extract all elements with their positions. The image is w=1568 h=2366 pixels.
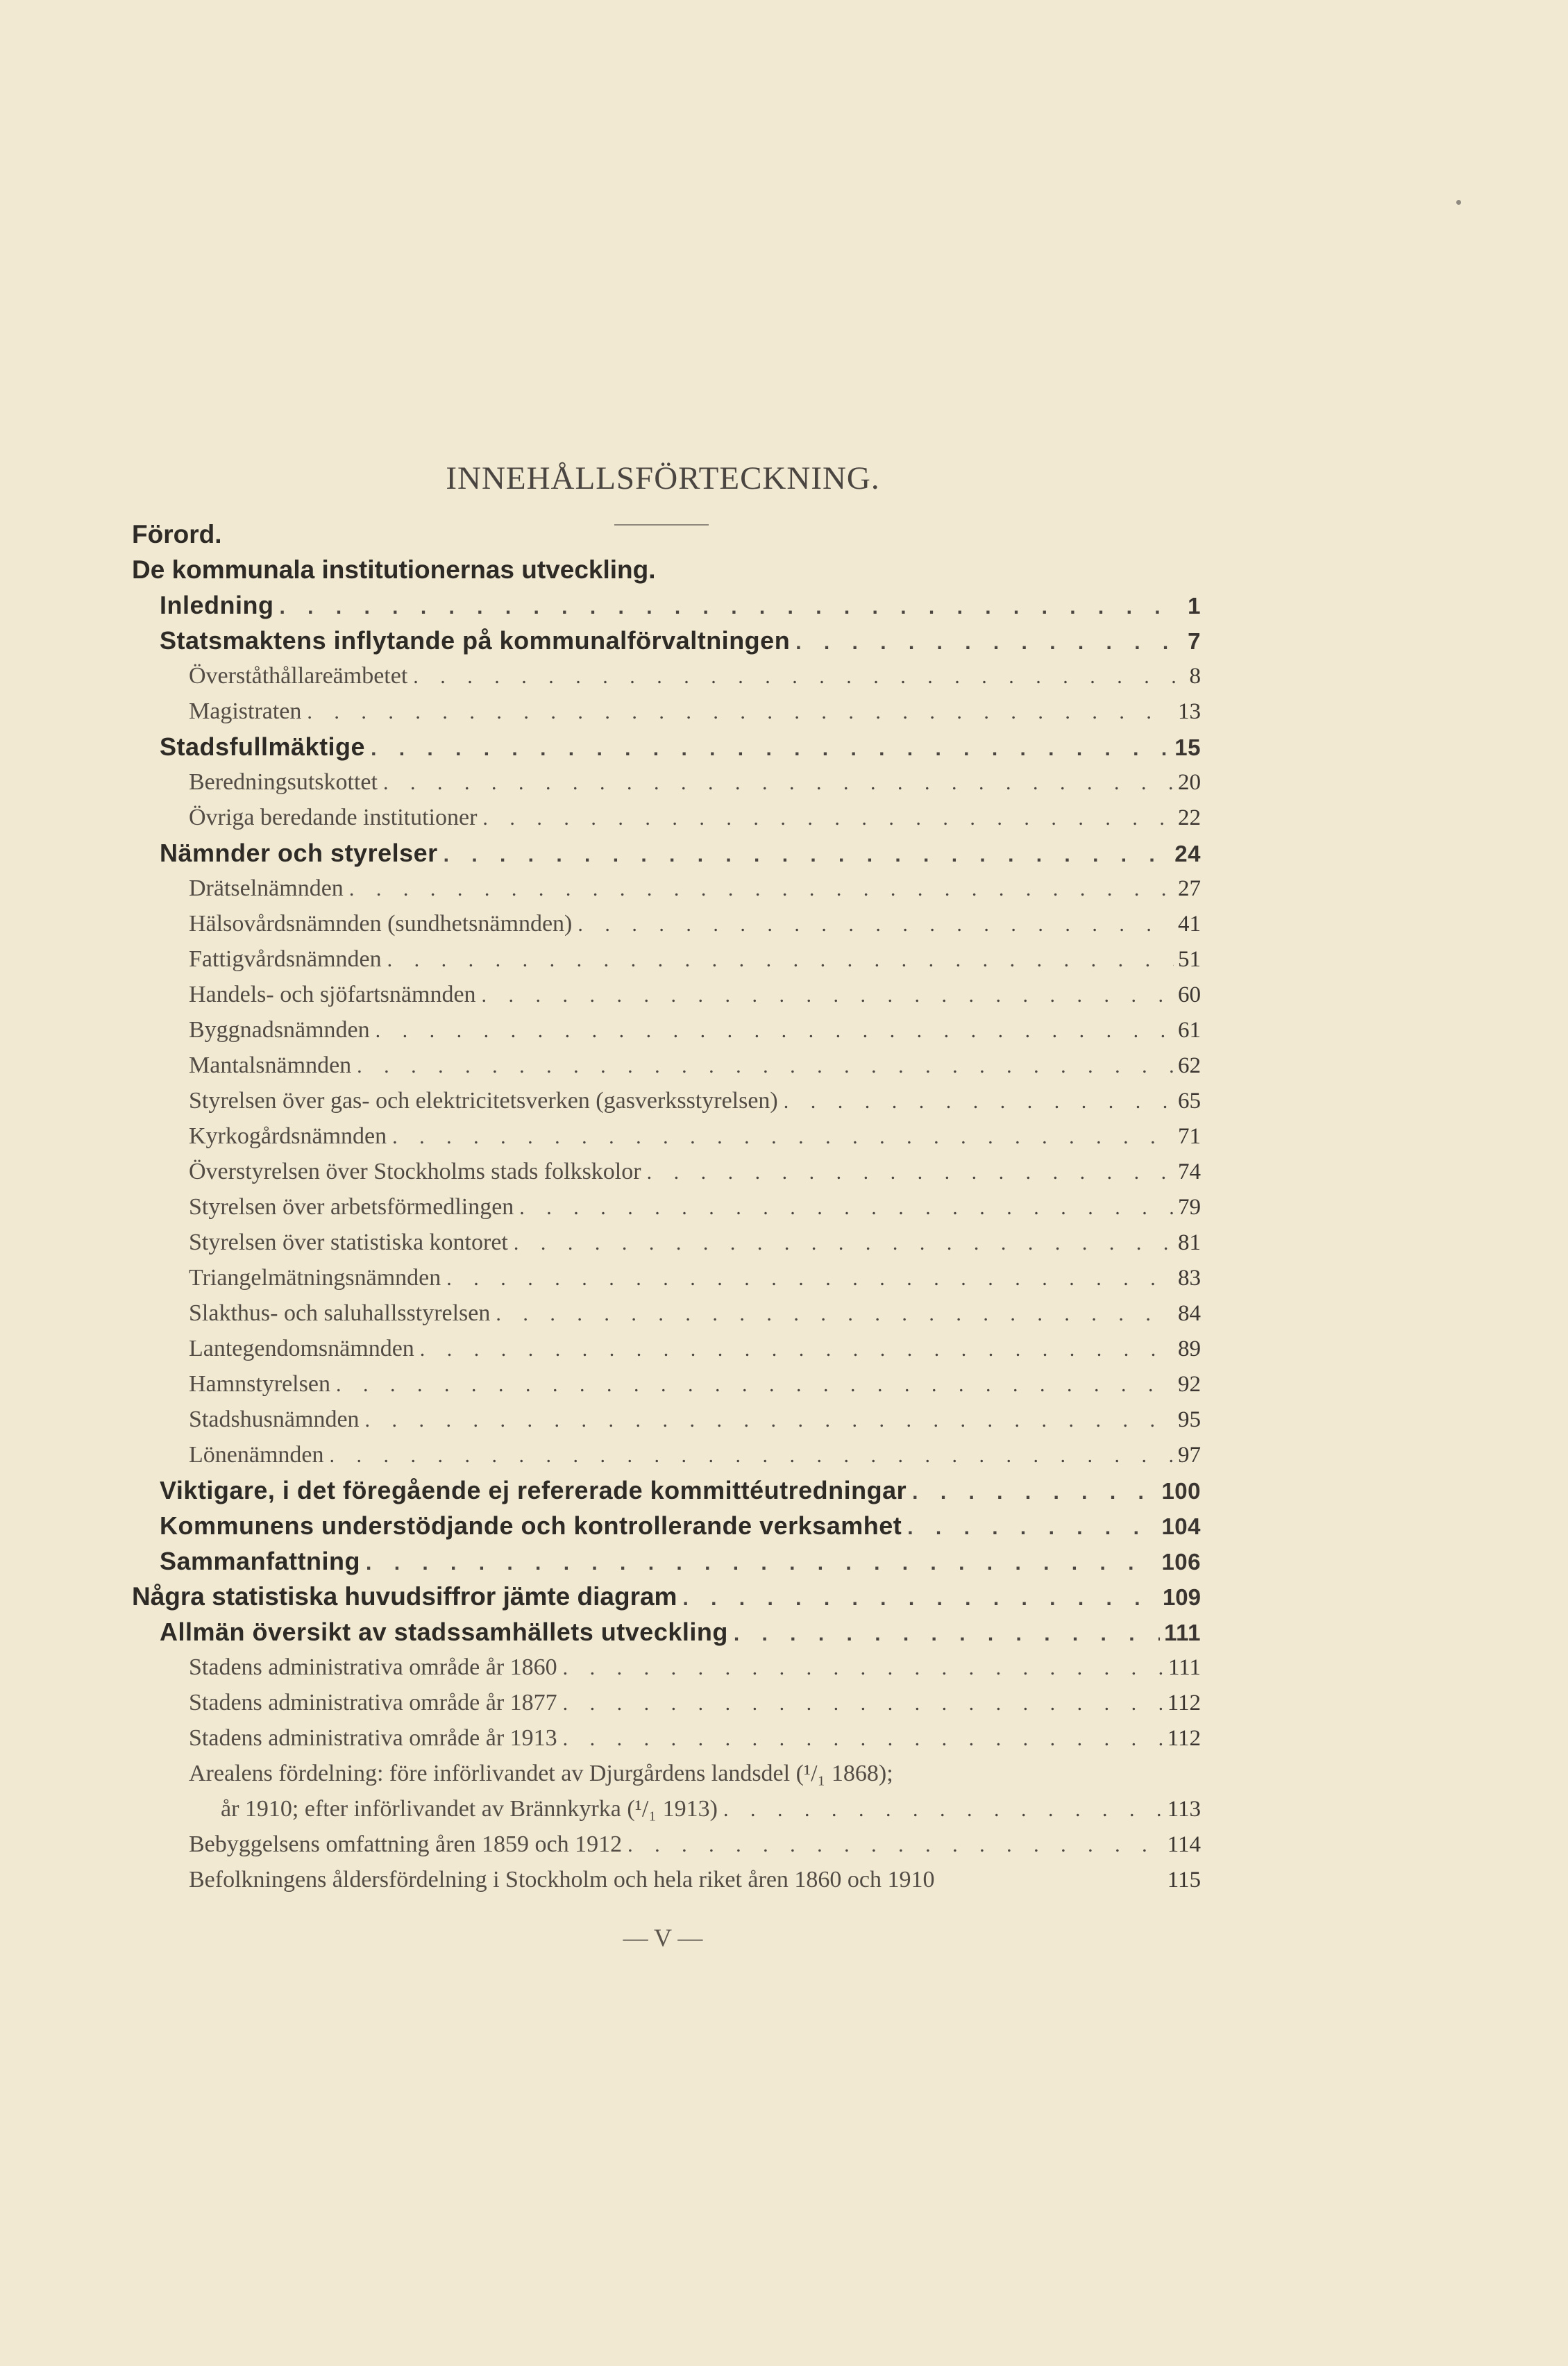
dot-leader bbox=[365, 731, 1170, 764]
toc-entry-title: Några statistiska huvudsiffror jämte diagram bbox=[132, 1582, 677, 1611]
toc-entry bbox=[132, 977, 1201, 1012]
toc-entry-title: Arealens fördelning: före införlivandet av Djurgårdens landsdel (¹/₁ 1868); bbox=[189, 1761, 893, 1786]
toc-entry bbox=[132, 1720, 1201, 1756]
dot-leader bbox=[438, 837, 1171, 871]
toc-entry-page: 74 bbox=[1178, 1159, 1201, 1184]
toc-entry-title: Byggnadsnämnden bbox=[189, 1017, 370, 1043]
toc-entry-title: Magistraten bbox=[189, 698, 302, 724]
toc-entry-title: Stadshusnämnden bbox=[189, 1407, 360, 1432]
toc-entry-page: 27 bbox=[1178, 876, 1201, 901]
toc-entry-page: 95 bbox=[1178, 1407, 1201, 1432]
dot-leader bbox=[330, 1367, 1174, 1402]
toc-entry-page: 112 bbox=[1167, 1690, 1201, 1715]
toc-entry bbox=[132, 1791, 1201, 1827]
dot-leader bbox=[477, 800, 1174, 835]
toc-entry-title: Stadens administrativa område år 1877 bbox=[189, 1690, 557, 1715]
toc-entry-page: 51 bbox=[1178, 947, 1201, 972]
toc-entry bbox=[132, 658, 1201, 694]
dot-leader bbox=[387, 1119, 1174, 1154]
toc-entry-title: Mantalsnämnden bbox=[189, 1052, 352, 1078]
toc-entry-title: Nämnder och styrelser bbox=[160, 839, 438, 867]
toc-entry-title: Viktigare, i det föregående ej refererade kommittéutredningar bbox=[160, 1476, 907, 1504]
toc-entry-title: Övriga beredande institutioner bbox=[189, 805, 478, 830]
toc-entry-page: 92 bbox=[1178, 1372, 1201, 1397]
toc-entry-title: De kommunala institutionernas utveckling. bbox=[132, 555, 656, 584]
toc-entry bbox=[132, 1083, 1201, 1118]
toc-entry-title: Slakthus- och saluhallsstyrelsen bbox=[189, 1300, 491, 1326]
toc-entry-page: 20 bbox=[1178, 770, 1201, 795]
toc-entry-title: Fattigvårdsnämnden bbox=[189, 946, 382, 972]
toc-entry-title: Drätselnämnden bbox=[189, 875, 344, 901]
toc-entry-page: 22 bbox=[1178, 805, 1201, 830]
toc-entry-page: 97 bbox=[1178, 1443, 1201, 1468]
toc-entry bbox=[132, 871, 1201, 906]
toc-entry bbox=[132, 1827, 1201, 1862]
dot-leader bbox=[902, 1510, 1157, 1543]
toc-entry bbox=[132, 552, 1201, 587]
toc-entry-page: 13 bbox=[1178, 699, 1201, 724]
dot-leader bbox=[557, 1721, 1163, 1756]
toc-entry-page: 115 bbox=[1167, 1868, 1201, 1893]
toc-entry-page: 79 bbox=[1178, 1195, 1201, 1220]
toc-entry bbox=[132, 1650, 1201, 1685]
dot-leader bbox=[514, 1190, 1174, 1225]
dot-leader bbox=[778, 1084, 1174, 1118]
dot-leader bbox=[351, 1048, 1174, 1083]
toc-entry-page: 81 bbox=[1178, 1230, 1201, 1255]
toc-entry bbox=[132, 1543, 1201, 1579]
dot-leader bbox=[407, 659, 1180, 694]
toc-entry-page: 112 bbox=[1167, 1726, 1201, 1751]
toc-entry bbox=[132, 1437, 1201, 1473]
dot-leader bbox=[344, 871, 1174, 906]
toc-entry bbox=[132, 729, 1201, 764]
toc-entry bbox=[132, 517, 1201, 552]
toc-entry-page: 71 bbox=[1178, 1124, 1201, 1149]
toc-entry bbox=[132, 1189, 1201, 1225]
toc-entry-page: 1 bbox=[1188, 593, 1201, 619]
toc-entry-title: Förord. bbox=[132, 520, 222, 548]
page-title: INNEHÅLLSFÖRTECKNING. bbox=[446, 460, 880, 496]
toc-entry-page: 84 bbox=[1178, 1301, 1201, 1326]
toc-entry bbox=[132, 835, 1201, 871]
toc-entry-page: 65 bbox=[1178, 1089, 1201, 1114]
toc-entry-title: år 1910; efter införlivandet av Brännkyrka (¹/₁ 1913) bbox=[221, 1796, 718, 1822]
toc-entry bbox=[132, 1118, 1201, 1154]
toc-entry-page: 114 bbox=[1167, 1832, 1201, 1857]
dot-leader bbox=[677, 1581, 1158, 1614]
dot-leader bbox=[324, 1438, 1174, 1473]
toc-entry bbox=[132, 1260, 1201, 1295]
dot-leader bbox=[557, 1686, 1163, 1720]
toc-entry bbox=[132, 800, 1201, 835]
toc-entry-page: 106 bbox=[1161, 1549, 1201, 1575]
dot-leader bbox=[490, 1296, 1174, 1331]
toc-entry-page: 8 bbox=[1189, 664, 1201, 689]
dot-leader bbox=[641, 1155, 1174, 1189]
toc-entry bbox=[132, 623, 1201, 658]
dot-leader bbox=[572, 907, 1174, 941]
toc-entry-page: 60 bbox=[1178, 982, 1201, 1007]
toc-entry-page: 7 bbox=[1188, 628, 1201, 654]
dot-leader bbox=[370, 1013, 1174, 1048]
dot-leader bbox=[508, 1225, 1174, 1260]
toc-entry-title: Bebyggelsens omfattning åren 1859 och 1912 bbox=[189, 1831, 623, 1857]
toc-entry-title: Handels- och sjöfartsnämnden bbox=[189, 982, 476, 1007]
toc-entry-title: Hälsovårdsnämnden (sundhetsnämnden) bbox=[189, 911, 573, 937]
toc-entry bbox=[132, 1508, 1201, 1543]
toc-entry bbox=[132, 1756, 1201, 1791]
toc-entry-page: 15 bbox=[1174, 735, 1201, 760]
toc-entry bbox=[132, 1012, 1201, 1048]
toc-entry-page: 109 bbox=[1162, 1584, 1201, 1610]
toc-entry-title: Inledning bbox=[160, 591, 274, 619]
toc-entry-page: 83 bbox=[1178, 1266, 1201, 1291]
toc-entry-title: Hamnstyrelsen bbox=[189, 1371, 330, 1397]
toc-entry-page: 111 bbox=[1167, 1655, 1201, 1680]
toc-entry-page: 24 bbox=[1174, 841, 1201, 866]
toc-entry bbox=[132, 1295, 1201, 1331]
dot-leader bbox=[360, 1545, 1157, 1579]
toc-entry-page: 111 bbox=[1164, 1620, 1201, 1645]
toc-entry bbox=[132, 1473, 1201, 1508]
toc-entry-page: 41 bbox=[1178, 912, 1201, 937]
toc-entry bbox=[132, 1614, 1201, 1650]
toc-entry-page: 61 bbox=[1178, 1018, 1201, 1043]
page-number-footer: — V — bbox=[623, 1924, 703, 1952]
dot-leader bbox=[790, 625, 1180, 658]
dot-leader bbox=[360, 1402, 1174, 1437]
dot-leader bbox=[378, 765, 1174, 800]
toc-entry bbox=[132, 1366, 1201, 1402]
toc-entry-title: Styrelsen över statistiska kontoret bbox=[189, 1230, 508, 1255]
dot-leader bbox=[301, 694, 1174, 729]
toc-entry-title: Statsmaktens inflytande på kommunalförvaltningen bbox=[160, 626, 791, 655]
toc-entry-title: Lönenämnden bbox=[189, 1442, 324, 1468]
toc-entry-title: Styrelsen över gas- och elektricitetsverken (gasverksstyrelsen) bbox=[189, 1088, 778, 1114]
toc-entry bbox=[132, 764, 1201, 800]
toc-entry bbox=[132, 1685, 1201, 1720]
toc-entry bbox=[132, 1048, 1201, 1083]
toc-entry bbox=[132, 1402, 1201, 1437]
dot-leader bbox=[441, 1261, 1174, 1295]
dot-leader bbox=[907, 1475, 1157, 1508]
dot-leader bbox=[557, 1650, 1164, 1685]
toc-entry-title: Stadsfullmäktige bbox=[160, 732, 366, 761]
toc-entry-title: Allmän översikt av stadssamhällets utveckling bbox=[160, 1618, 728, 1646]
dot-leader bbox=[622, 1827, 1163, 1862]
toc-entry-page: 100 bbox=[1161, 1478, 1201, 1504]
toc-entry-title: Sammanfattning bbox=[160, 1547, 361, 1575]
dot-leader bbox=[728, 1616, 1160, 1650]
toc-entry-page: 89 bbox=[1178, 1336, 1201, 1361]
toc-entry-title: Överstyrelsen över Stockholms stads folkskolor bbox=[189, 1159, 641, 1184]
table-of-contents bbox=[132, 517, 1201, 1897]
toc-entry bbox=[132, 1862, 1201, 1897]
toc-entry-title: Kommunens understödjande och kontrollerande verksamhet bbox=[160, 1511, 902, 1540]
toc-entry bbox=[132, 694, 1201, 729]
dot-leader bbox=[476, 978, 1174, 1012]
toc-entry bbox=[132, 1154, 1201, 1189]
toc-entry-title: Stadens administrativa område år 1913 bbox=[189, 1725, 557, 1751]
toc-entry-title: Befolkningens åldersfördelning i Stockholm och hela riket åren 1860 och 1910 bbox=[189, 1867, 935, 1893]
toc-entry-page: 113 bbox=[1167, 1797, 1201, 1822]
toc-entry-title: Kyrkogårdsnämnden bbox=[189, 1123, 387, 1149]
toc-entry bbox=[132, 587, 1201, 623]
toc-entry-title: Beredningsutskottet bbox=[189, 769, 378, 795]
toc-entry bbox=[132, 941, 1201, 977]
toc-entry bbox=[132, 1331, 1201, 1366]
dot-leader bbox=[382, 942, 1174, 977]
toc-entry-title: Styrelsen över arbetsförmedlingen bbox=[189, 1194, 514, 1220]
dot-leader bbox=[718, 1792, 1163, 1827]
dot-leader bbox=[414, 1332, 1174, 1366]
toc-entry bbox=[132, 1579, 1201, 1614]
paper-speck bbox=[1456, 200, 1461, 205]
toc-entry-title: Stadens administrativa område år 1860 bbox=[189, 1654, 557, 1680]
toc-entry bbox=[132, 906, 1201, 941]
toc-entry-title: Lantegendomsnämnden bbox=[189, 1336, 414, 1361]
toc-entry-title: Triangelmätningsnämnden bbox=[189, 1265, 441, 1291]
toc-entry bbox=[132, 1225, 1201, 1260]
toc-entry-title: Överståthållareämbetet bbox=[189, 663, 408, 689]
toc-entry-page: 62 bbox=[1178, 1053, 1201, 1078]
toc-entry-page: 104 bbox=[1161, 1513, 1201, 1539]
dot-leader bbox=[273, 589, 1180, 623]
